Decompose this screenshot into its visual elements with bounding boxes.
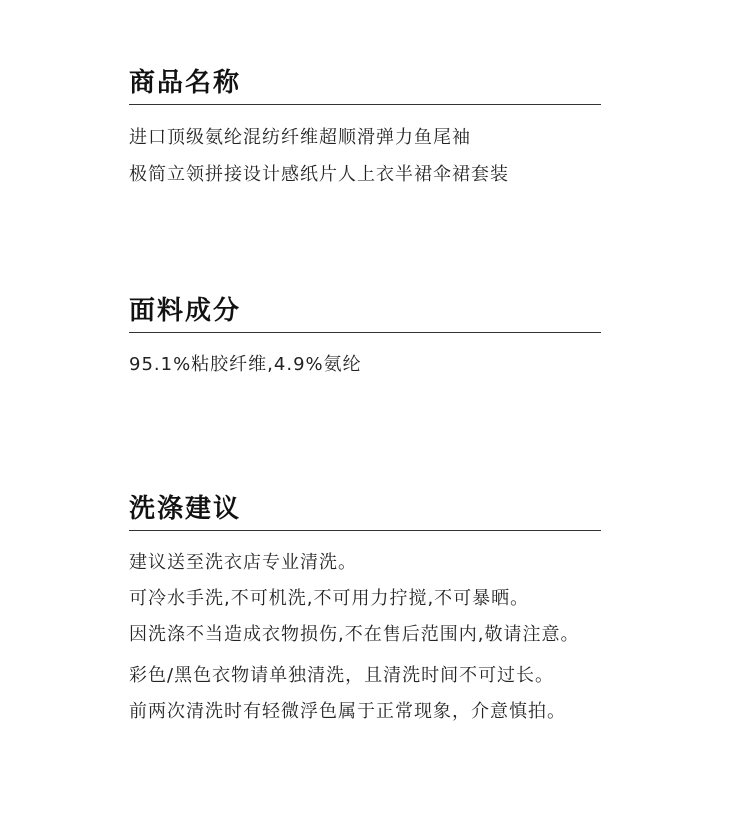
product-name-text	[129, 119, 601, 193]
washing-line-5: 前两次清洗时有轻微浮色属于正常现象，介意慎拍。	[129, 701, 566, 722]
fabric-divider	[129, 332, 601, 333]
product-name-line-1: 进口顶级氨纶混纺纤维超顺滑弹力鱼尾袖	[129, 127, 471, 148]
washing-line-2: 可冷水手洗,不可机洗,不可用力拧搅,不可暴晒。	[129, 588, 530, 609]
fabric-heading: 面料成分	[129, 296, 242, 326]
product-name-line-2: 极简立领拼接设计感纸片人上衣半裙伞裙套装	[129, 164, 509, 185]
washing-text	[129, 545, 601, 730]
washing-line-4: 彩色/黑色衣物请单独清洗，且清洗时间不可过长。	[129, 665, 555, 686]
product-name-section	[129, 66, 601, 193]
fabric-composition: 95.1%粘胶纤维,4.9%氨纶	[129, 354, 362, 375]
washing-section	[129, 492, 601, 730]
washing-line-3: 因洗涤不当造成衣物损伤,不在售后范围内,敬请注意。	[129, 624, 580, 645]
fabric-section	[129, 294, 601, 383]
washing-divider	[129, 530, 601, 531]
product-name-heading: 商品名称	[129, 68, 242, 98]
fabric-text	[129, 347, 601, 383]
washing-heading: 洗涤建议	[129, 494, 242, 524]
washing-line-1: 建议送至洗衣店专业清洗。	[129, 552, 357, 573]
product-name-divider	[129, 104, 601, 105]
